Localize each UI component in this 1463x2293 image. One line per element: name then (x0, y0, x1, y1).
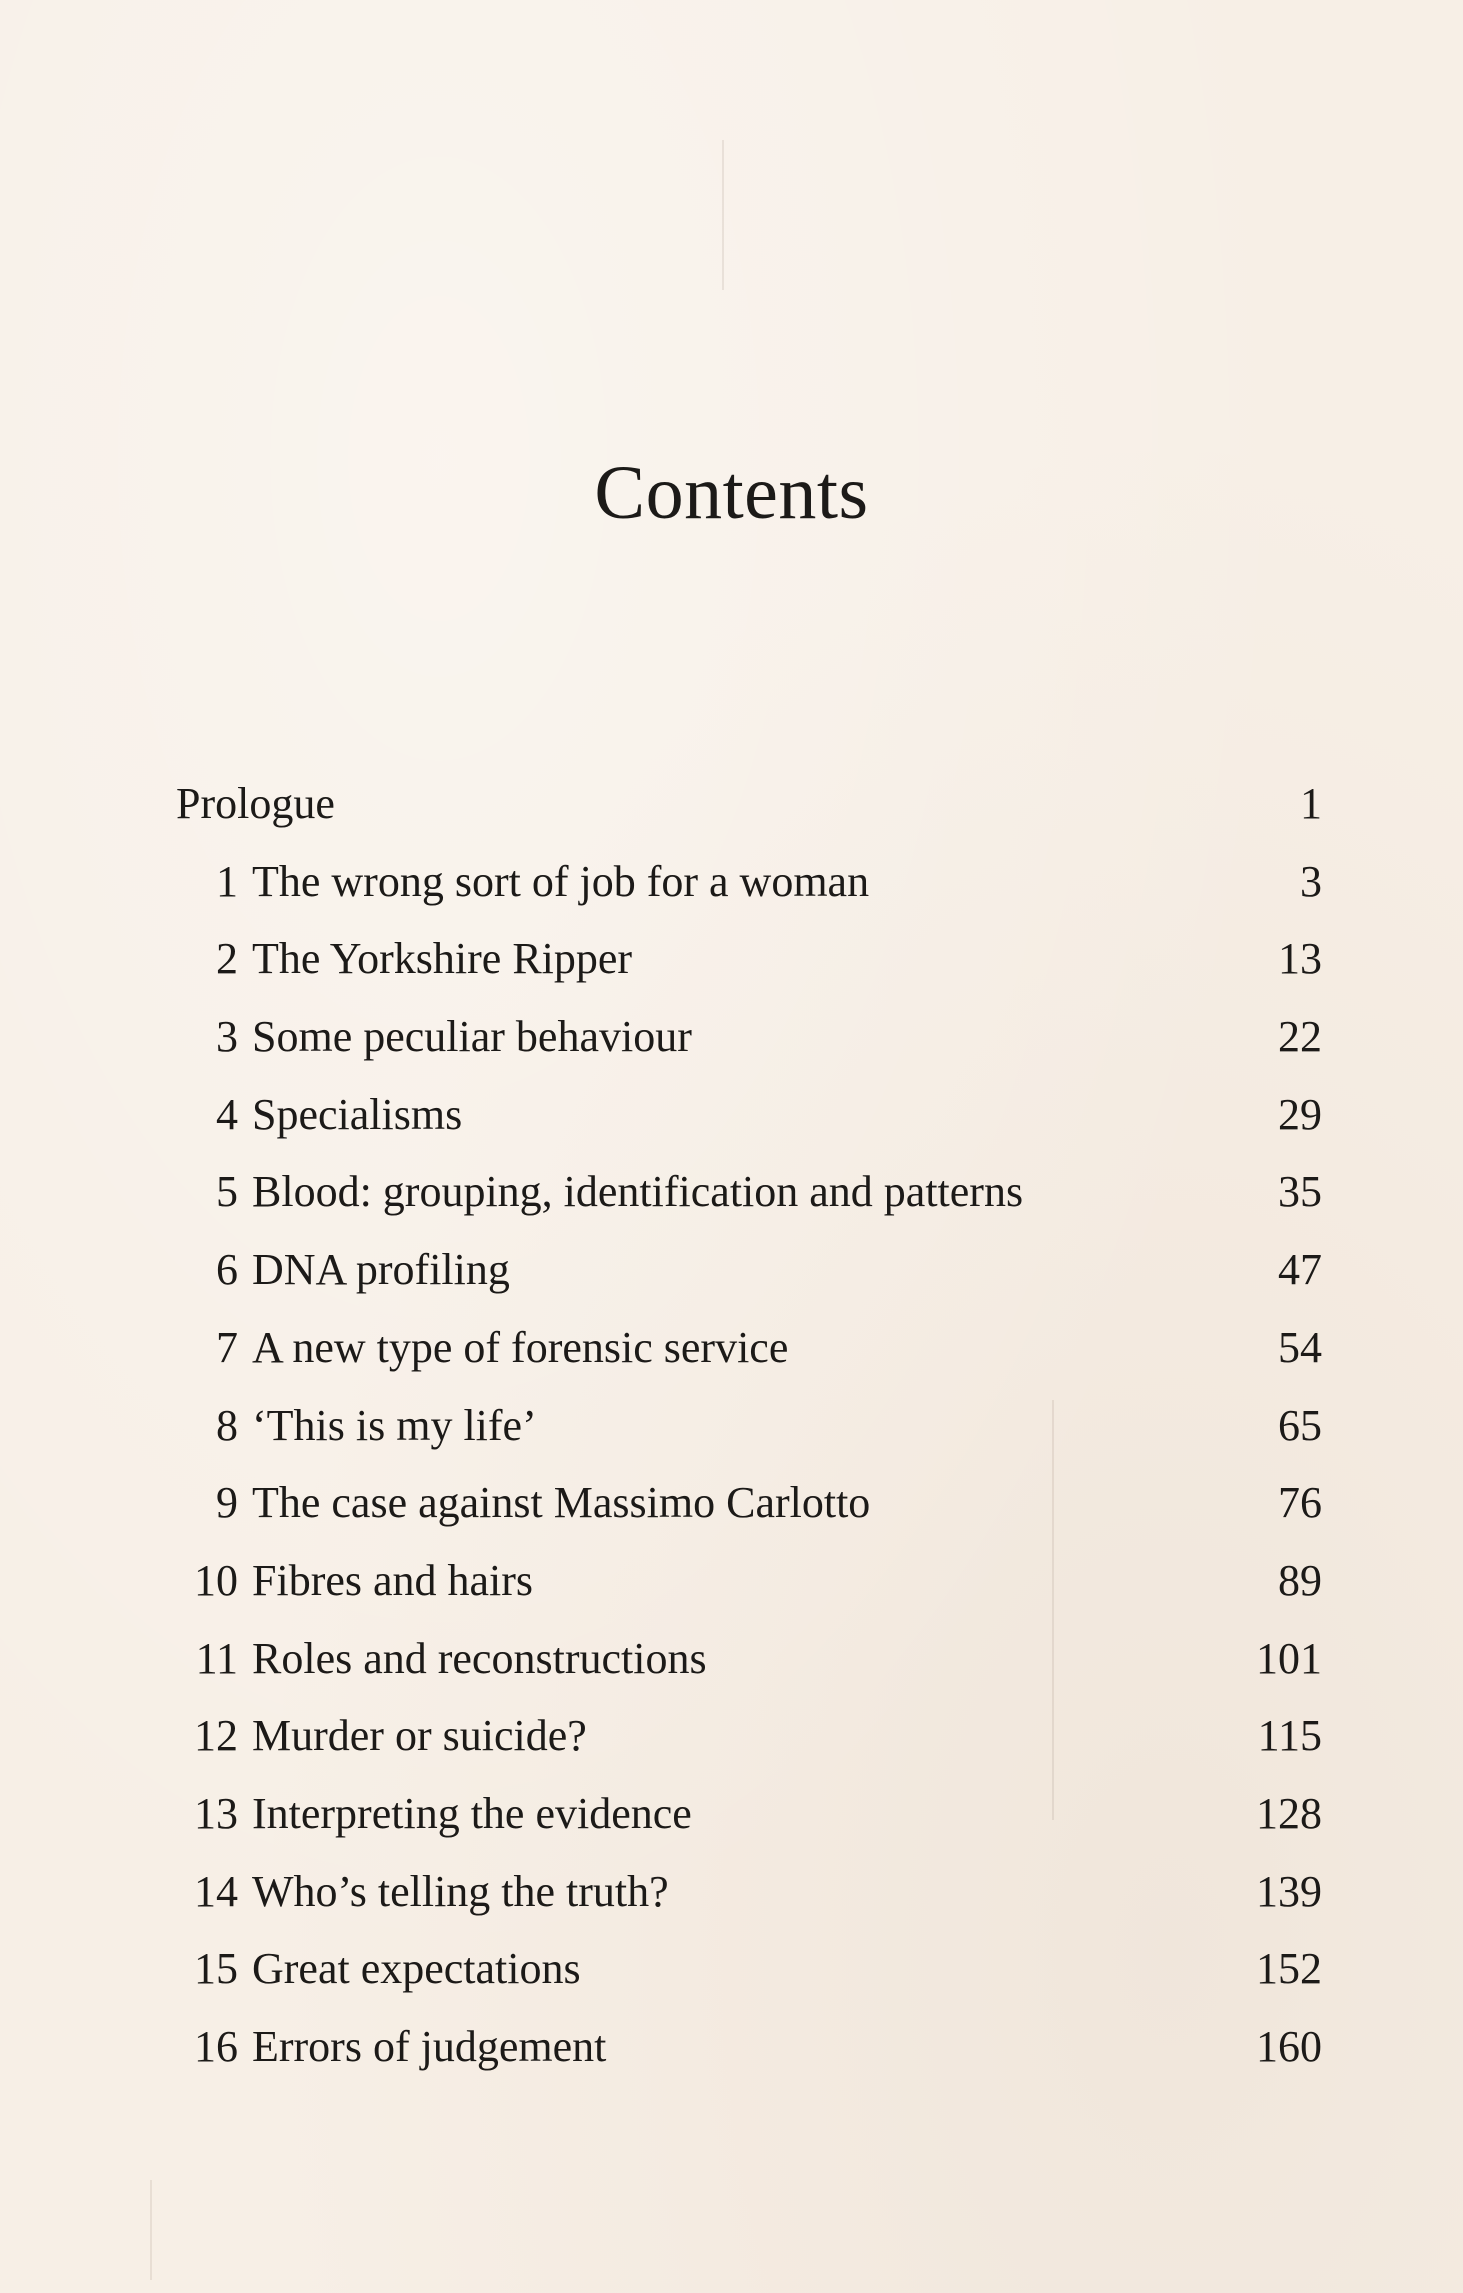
chapter-title: Errors of judgement (252, 2022, 607, 2071)
chapter-title: DNA profiling (252, 1245, 510, 1295)
page-number: 35 (1278, 1167, 1322, 1217)
chapter-number: 10 (194, 1555, 238, 1605)
chapter-number: 4 (216, 1089, 238, 1139)
page-number: 101 (1256, 1633, 1322, 1683)
chapter-title: The case against Massimo Carlotto (252, 1478, 871, 1528)
chapter-number: 3 (216, 1012, 238, 1062)
chapter-title: Blood: grouping, identification and patterns (252, 1167, 1024, 1217)
page-number: 128 (1256, 1788, 1322, 1838)
chapter-number: 9 (216, 1478, 238, 1528)
chapter-title: Prologue (176, 779, 335, 828)
page-number: 47 (1278, 1245, 1322, 1295)
chapter-title: ‘This is my life’ (252, 1400, 537, 1450)
page-number: 29 (1278, 1089, 1322, 1139)
table-of-contents (172, 779, 1322, 2103)
chapter-number: 14 (194, 1866, 238, 1916)
toc-entry (172, 1788, 1322, 1870)
chapter-number: 5 (216, 1167, 238, 1217)
toc-entry (172, 1322, 1322, 1404)
toc-entry (172, 934, 1322, 1015)
toc-entry (172, 1944, 1322, 2025)
toc-entry (172, 1012, 1322, 1093)
chapter-title: The wrong sort of job for a woman (252, 856, 870, 906)
toc-entry (172, 779, 1322, 860)
page-number: 76 (1278, 1478, 1322, 1528)
page-title: Contents (594, 451, 869, 535)
page-number: 54 (1278, 1322, 1322, 1372)
page-number: 1 (1300, 779, 1322, 828)
toc-entry (172, 1400, 1322, 1482)
chapter-title: Great expectations (252, 1944, 581, 1994)
toc-entry (172, 1711, 1322, 1792)
chapter-number: 12 (194, 1711, 238, 1761)
toc-entry (172, 1555, 1322, 1637)
toc-entry (172, 1478, 1322, 1559)
chapter-title: Interpreting the evidence (252, 1788, 692, 1838)
toc-entry (172, 1633, 1322, 1715)
show-through-mark (150, 2180, 152, 2280)
toc-entry (172, 1089, 1322, 1171)
toc-entry (172, 2022, 1322, 2103)
chapter-number: 7 (216, 1322, 238, 1372)
page-number: 139 (1256, 1866, 1322, 1916)
page-number: 115 (1257, 1711, 1322, 1761)
toc-entry (172, 1866, 1322, 1948)
chapter-number: 11 (195, 1633, 238, 1683)
toc-entry (172, 1167, 1322, 1248)
chapter-title: The Yorkshire Ripper (252, 934, 633, 984)
chapter-title: Murder or suicide? (252, 1711, 587, 1761)
page-number: 65 (1278, 1400, 1322, 1450)
chapter-number: 16 (194, 2022, 238, 2071)
chapter-number: 8 (216, 1400, 238, 1450)
chapter-number: 2 (216, 934, 238, 984)
chapter-title: A new type of forensic service (252, 1322, 789, 1372)
page-number: 13 (1278, 934, 1322, 984)
chapter-number: 6 (216, 1245, 238, 1295)
show-through-mark (722, 140, 724, 290)
page-number: 152 (1256, 1944, 1322, 1994)
page-number: 160 (1256, 2022, 1322, 2071)
page-number: 3 (1300, 856, 1322, 906)
toc-entry (172, 1245, 1322, 1326)
chapter-title: Who’s telling the truth? (252, 1866, 669, 1916)
page-number: 22 (1278, 1012, 1322, 1062)
chapter-title: Fibres and hairs (252, 1555, 534, 1605)
toc-entry (172, 856, 1322, 938)
chapter-title: Some peculiar behaviour (252, 1012, 692, 1062)
chapter-number: 1 (216, 856, 238, 906)
chapter-number: 13 (194, 1788, 238, 1838)
chapter-title: Specialisms (252, 1089, 463, 1139)
chapter-title: Roles and reconstructions (252, 1633, 707, 1683)
chapter-number: 15 (194, 1944, 238, 1994)
page-number: 89 (1278, 1555, 1322, 1605)
